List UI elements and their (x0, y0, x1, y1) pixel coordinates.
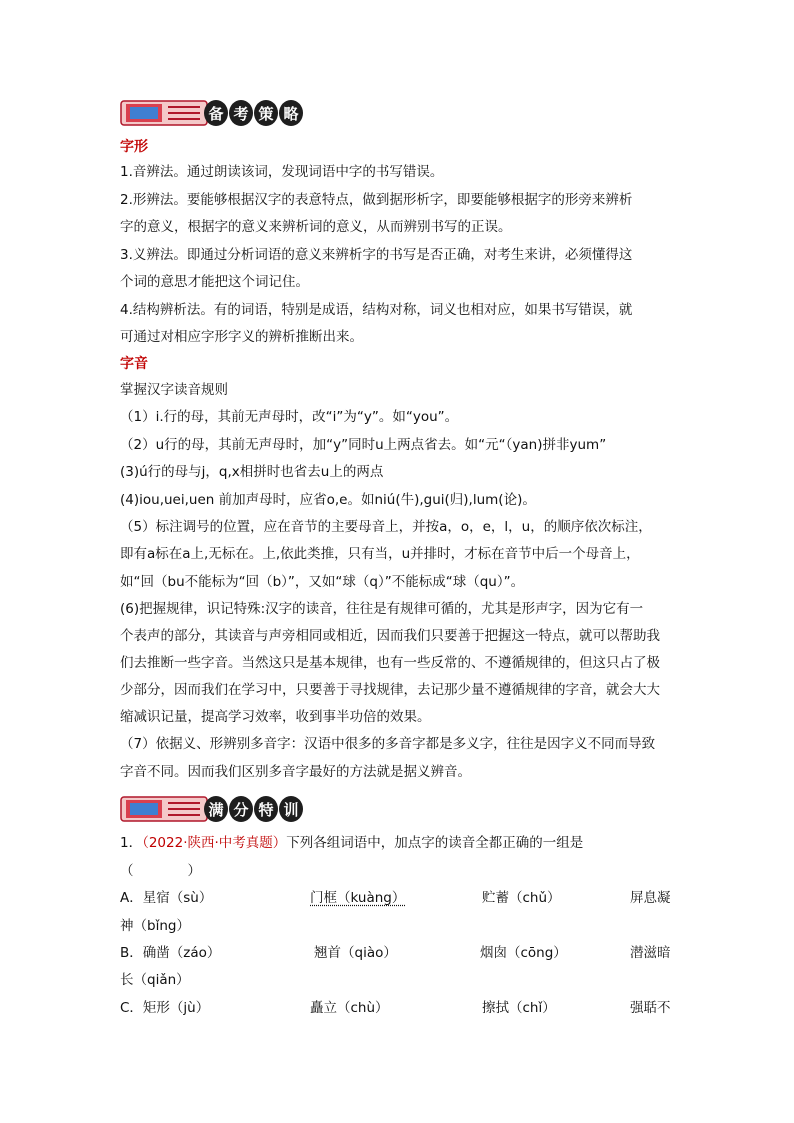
question-source: （2022·陕西·中考真题） (142, 835, 287, 851)
text-line: （7）依据义、形辨别多音字：汉语中很多的多音字都是多义字，往往是因字义不同而导致 (120, 736, 656, 752)
option-item: 擦拭（chǐ） (482, 1000, 556, 1016)
text-line: 少部分，因而我们在学习中，只要善于寻找规律，去记那少量不遵循规律的字音，就会大大 (120, 682, 660, 698)
question-number: 1． (120, 835, 143, 851)
section-heading-ziyin: 字音 (120, 356, 148, 372)
text-line: 掌握汉字读音规则 (120, 382, 228, 398)
banner-char: 训 (279, 796, 303, 822)
text-line: 可通过对相应字形字义的辨析推断出来。 (120, 329, 363, 345)
option-row-a (120, 888, 680, 908)
text-line: 即有a标在a上,无标在。上,依此类推，只有当，u并排时，才标在音节中后一个母音上， (120, 546, 640, 562)
text-line: (6)把握规律，识记特殊:汉字的读音，往往是有规律可循的，尤其是形声字，因为它有一 (120, 601, 644, 617)
text-line: 们去推断一些字音。当然这只是基本规律，也有一些反常的、不遵循规律的，但这只占了极 (120, 655, 660, 671)
text-line: (4)iou,uei,uen 前加声母时，应省o,e。如niú(牛),gui(归),lum(论)。 (120, 492, 536, 508)
section-banner-training (120, 792, 304, 826)
text-line: 缩减识记量，提高学习效率，收到事半功倍的效果。 (120, 709, 431, 725)
banner-char: 特 (254, 796, 278, 822)
text-line: 字的意义，根据字的意义来辨析词的意义，从而辨别书写的正误。 (120, 219, 512, 235)
option-continuation: 神（bǐng） (120, 918, 190, 934)
text-line: 2.形辨法。要能够根据汉字的表意特点，做到据形析字，即要能够根据字的形旁来辨析 (120, 192, 633, 208)
banner-char: 考 (229, 100, 253, 126)
option-item: 翘首（qiào） (314, 945, 397, 961)
question-text: 下列各组词语中，加点字的读音全都正确的一组是 (286, 835, 584, 851)
option-item: 强聒不 (630, 1000, 671, 1016)
banner-title (204, 100, 304, 126)
option-item: 潜滋暗 (630, 945, 671, 961)
banner-char: 满 (204, 796, 228, 822)
book-icon (120, 794, 208, 824)
option-row-c (120, 998, 680, 1018)
text-line: (3)ú行的母与j，q,x相拼时也省去u上的两点 (120, 464, 384, 480)
option-item: 矗立（chù） (310, 1000, 389, 1016)
banner-char: 备 (204, 100, 228, 126)
text-line: 个表声的部分，其读音与声旁相同或相近，因而我们只要善于把握这一特点，就可以帮助我 (120, 628, 660, 644)
section-heading-zixing: 字形 (120, 139, 148, 155)
text-line: 如“回（bu不能标为“回（b）”，又如“球（q）”不能标成“球（qu）”。 (120, 574, 525, 590)
book-icon (120, 98, 208, 128)
text-line: （1）i.行的母，其前无声母时，改“i”为“y”。如“you”。 (120, 409, 459, 425)
option-item: 门框（kuàng） (310, 890, 406, 906)
text-line: （2）u行的母，其前无声母时，加“y”同时u上两点省去。如“元“（yan)拼非yum” (120, 437, 607, 453)
option-item: B．确凿（záo） (120, 945, 221, 961)
option-item: 贮蓄（chǔ） (482, 890, 561, 906)
option-continuation: 长（qiǎn） (120, 972, 190, 988)
text-line: 1.音辨法。通过朗读该词，发现词语中字的书写错误。 (120, 164, 444, 180)
text-line: 字音不同。因而我们区别多音字最好的方法就是据义辨音。 (120, 764, 471, 780)
option-item: C．矩形（jù） (120, 1000, 210, 1016)
section-banner-strategy (120, 96, 304, 130)
text-line: 3.义辨法。即通过分析词语的意义来辨析字的书写是否正确，对考生来讲，必须懂得这 (120, 247, 633, 263)
option-item: 屏息凝 (630, 890, 671, 906)
question-stem (120, 833, 680, 853)
text-line: （5）标注调号的位置，应在音节的主要母音上，并按a，o，e，l，u，的顺序依次标注， (120, 519, 652, 535)
option-row-b (120, 943, 680, 963)
option-item: 烟囱（cōng） (480, 945, 567, 961)
banner-title (204, 796, 304, 822)
text-line: 4.结构辨析法。有的词语，特别是成语，结构对称，词义也相对应，如果书写错误，就 (120, 302, 633, 318)
banner-char: 略 (279, 100, 303, 126)
banner-char: 分 (229, 796, 253, 822)
text-line: 个词的意思才能把这个词记住。 (120, 274, 309, 290)
answer-blank: （ ） (120, 863, 201, 879)
banner-char: 策 (254, 100, 278, 126)
option-item: A．星宿（sù） (120, 890, 213, 906)
